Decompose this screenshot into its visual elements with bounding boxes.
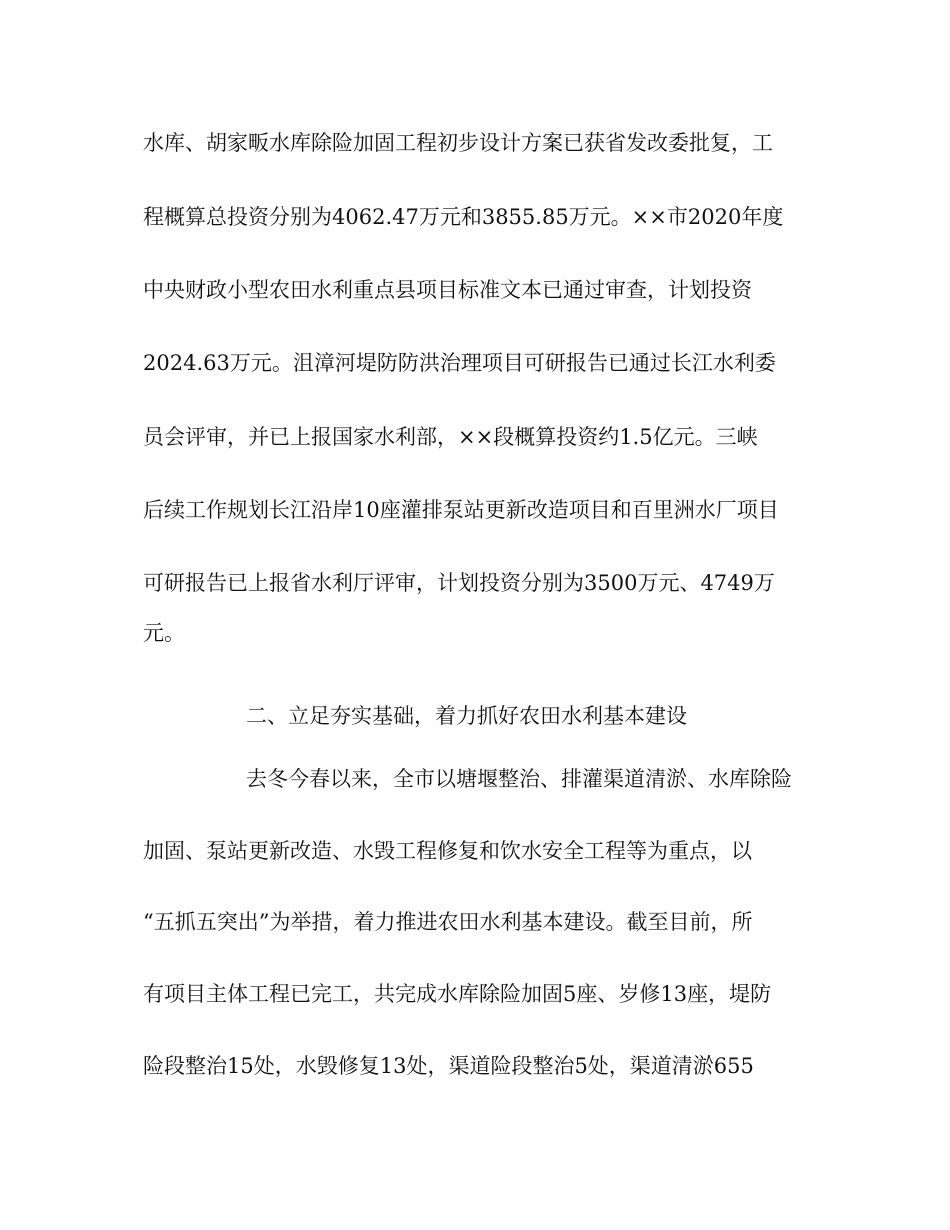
- paragraph-line: 2024.63万元。沮漳河堤防防洪治理项目可研报告已通过长江水利委: [143, 351, 776, 375]
- paragraph-line: 去冬今春以来，全市以塘堰整治、排灌渠道清淤、水库除险: [246, 767, 792, 791]
- paragraph-line: “五抓五突出”为举措，着力推进农田水利基本建设。截至目前，所: [143, 910, 753, 934]
- paragraph-line: 程概算总投资分别为4062.47万元和3855.85万元。××市2020年度: [143, 205, 784, 229]
- paragraph-line: 险段整治15处，水毁修复13处，渠道险段整治5处，渠道清淤655: [143, 1054, 754, 1078]
- paragraph-line: 元。: [143, 621, 185, 645]
- paragraph-line: 水库、胡家畈水库除险加固工程初步设计方案已获省发改委批复，工: [143, 131, 773, 155]
- section-heading: 二、立足夯实基础，着力抓好农田水利基本建设: [246, 704, 687, 728]
- paragraph-line: 后续工作规划长江沿岸10座灌排泵站更新改造项目和百里洲水厂项目: [143, 498, 779, 522]
- paragraph-line: 可研报告已上报省水利厅评审，计划投资分别为3500万元、4749万: [143, 571, 775, 595]
- paragraph-line: 加固、泵站更新改造、水毁工程修复和饮水安全工程等为重点，以: [143, 839, 752, 863]
- paragraph-line: 员会评审，并已上报国家水利部，××段概算投资约1.5亿元。三峡: [143, 425, 758, 449]
- paragraph-line: 中央财政小型农田水利重点县项目标准文本已通过审查，计划投资: [143, 278, 752, 302]
- paragraph-line: 有项目主体工程已完工，共完成水库除险加固5座、岁修13座，堤防: [143, 982, 772, 1006]
